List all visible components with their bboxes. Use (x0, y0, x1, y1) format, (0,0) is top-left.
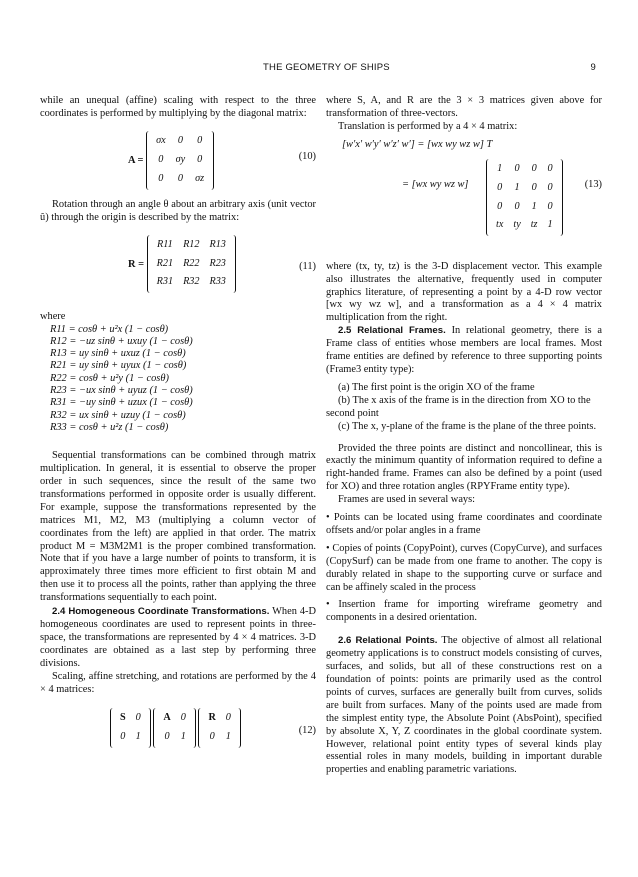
matrix-cell: 1 (135, 731, 141, 743)
bullet-item: • Insertion frame for importing wireframe geometry and components in a desired orientation. (326, 599, 602, 624)
paragraph: where (40, 310, 66, 322)
paragraph: where S, A, and R are the 3 × 3 matrices given above for transformation of three-vectors. (326, 95, 602, 119)
matrix-cell: 0 (514, 162, 520, 174)
matrix-cell: A (163, 712, 171, 724)
list-item: (c) The x, y-plane of the frame is the plane of the three points. (338, 420, 597, 432)
equation-10 (40, 127, 316, 193)
rotation-element-line: R11 = cosθ + u²x (1 − cosθ) (50, 323, 169, 335)
paragraph (40, 606, 316, 671)
rotation-element-list (40, 324, 316, 435)
matrix-cell: R33 (209, 276, 226, 288)
right-column (326, 95, 602, 777)
matrix-cell: R12 (183, 238, 200, 250)
running-title: THE GEOMETRY OF SHIPS (263, 62, 390, 73)
list-item: (b) The x axis of the frame is in the direction from XO to the second point (326, 394, 591, 419)
eq13-lhs: = [wx wy wz w] (402, 178, 469, 190)
rotation-element-line: R21 = uy sinθ + uyux (1 − cosθ) (50, 360, 187, 372)
matrix-cell: 0 (497, 181, 503, 193)
section-heading: 2.6 Relational Points. (338, 635, 438, 647)
matrix-cell: tz (530, 219, 538, 231)
list-item: (a) The first point is the origin XO of the frame (338, 381, 535, 393)
matrix-cell: 0 (547, 181, 553, 193)
matrix-cell: 0 (177, 134, 183, 146)
matrix-cell: σz (195, 172, 205, 184)
matrix-cell: 0 (164, 731, 170, 743)
matrix-cell: R21 (156, 257, 174, 269)
matrix-cell: tx (496, 219, 504, 231)
rotation-element-line: R13 = uy sinθ + uxuz (1 − cosθ) (50, 348, 186, 360)
matrix-cell: 1 (225, 731, 231, 743)
matrix-cell: R (208, 712, 216, 724)
matrix-cell: 0 (158, 153, 164, 165)
matrix-A (146, 131, 214, 190)
matrix-cell: 0 (177, 172, 183, 184)
rotation-element-line: R32 = ux sinθ + uzuy (1 − cosθ) (50, 409, 186, 421)
matrix-cell: 0 (120, 731, 126, 743)
equation-13 (326, 139, 602, 257)
matrix-cell: σx (156, 134, 166, 146)
matrix-cell: 0 (158, 172, 164, 184)
matrix-cell: R32 (183, 276, 200, 288)
rotation-element-line: R23 = −ux sinθ + uyuz (1 − cosθ) (50, 385, 193, 397)
eq-lhs: A = (128, 154, 144, 166)
equation-12 (40, 708, 316, 760)
matrix-R (147, 235, 236, 294)
left-column (40, 95, 316, 760)
equation-number: (10) (298, 150, 316, 162)
matrix-T (486, 159, 563, 237)
bullet-item: • Copies of points (CopyPoint), curves (CopyCurve), and surfaces (CopySurf) can be made from one frame to another. The copy is durably related in shape to the supporting curve or surface and can be affinely scaled in the process (326, 542, 602, 593)
paragraph: Provided the three points are distinct and noncollinear, this is exactly the minimum quantity of information required to define a right-handed frame. Frames can also be defined by a point (used for XO) and three rotation angles (RPYFrame entity type). (326, 442, 602, 493)
matrix-cell: 0 (225, 712, 231, 724)
bullet-item: • Points can be located using frame coordinates and coordinate offsets and/or polar angles in a frame (326, 512, 602, 536)
paragraph: while an unequal (affine) scaling with respect to the three coordinates is performed by multiplying by the diagonal matrix: (40, 95, 316, 119)
matrix-cell: 0 (209, 731, 215, 743)
paragraph: Translation is performed by a 4 × 4 matrix: (338, 120, 518, 132)
matrix-cell: 1 (497, 162, 503, 174)
paragraph (326, 325, 602, 377)
matrix-cell: R22 (183, 257, 200, 269)
rotation-element-line: R22 = cosθ + u²y (1 − cosθ) (50, 372, 169, 384)
section-heading: 2.5 Relational Frames. (338, 325, 446, 337)
matrix-R4 (198, 708, 240, 748)
matrix-cell: S (120, 712, 126, 724)
matrix-cell: 0 (180, 712, 186, 724)
paragraph-text: In relational geometry, there is a Frame class of entities whose members are local frames. Most frame entities are defined by reference to three supporting points (Frame3 entity type): (326, 325, 602, 375)
paragraph-text: The objective of almost all relational geometry applications is to construct models consisting of curves, surfaces, and solids, but all of these constructions rest on a foundation of points: points are primarily used as the control points of curves, surfaces are generally built from curves, solids are built from surfaces. Many of the points used are made from the simplest entity type, the Absolute Point (AbsPoint), specified by absolute X, Y, Z coordinates in the global coordinate system. However, relational point entity types of several kinds play essential roles in many models, building in important durable properties and enabling parametric variations. (326, 635, 602, 776)
running-header (0, 62, 638, 76)
rotation-element-line: R31 = −uy sinθ + uzux (1 − cosθ) (50, 397, 193, 409)
matrix-cell: ty (513, 219, 521, 231)
paragraph: Frames are used in several ways: (338, 494, 476, 506)
matrix-cell: R13 (209, 238, 226, 250)
matrix-cell: R11 (157, 238, 173, 250)
matrix-cell: 0 (197, 153, 203, 165)
paragraph-text: When 4-D homogeneous coordinates are used to represent points in three-space, the transformations are represented by 4 × 4 matrices. 3-D coordinates are obtained as a last step by performing three divisions. (40, 606, 316, 669)
matrix-cell: 0 (197, 134, 203, 146)
paragraph: where (tx, ty, tz) is the 3-D displacement vector. This example also illustrates the alternative, frequently used in computer graphics literature, of representing a point by a 4-D row vector [wx wy wz w], and a transformation as a 4 × 4 matrix multiplication from the right. (326, 260, 602, 324)
matrix-cell: 1 (547, 219, 553, 231)
rotation-element-line: R33 = cosθ + u²z (1 − cosθ) (50, 421, 169, 433)
rotation-element-line: R12 = −uz sinθ + uxuy (1 − cosθ) (50, 335, 193, 347)
matrix-cell: R31 (156, 276, 174, 288)
equation-11 (40, 233, 316, 311)
matrix-S4 (110, 708, 151, 748)
paragraph (326, 635, 602, 777)
matrix-cell: 1 (514, 181, 520, 193)
matrix-cell: σy (175, 153, 186, 165)
matrix-cell: 0 (547, 200, 553, 212)
matrix-cell: 0 (135, 712, 141, 724)
paragraph: Sequential transformations can be combined through matrix multiplication. In general, it is essential to observe the proper order in such sequences, since the result of the same two transformations performed in opposite order is usually different. For example, suppose the transformations represented by the matrices M1, M2, M3 (multiplying a column vector of coordinates from the left) are applied in that order. The matrix product M = M3M2M1 is the proper combined transformation. Note that if you have a large number of points to transform, it is approximately three times more efficient to first obtain M and then use it to process all the points, rather than applying the three transformations sequentially to each point. (40, 450, 316, 604)
equation-number: (11) (299, 260, 316, 272)
matrix-cell: 0 (497, 200, 503, 212)
matrix-cell: 1 (180, 731, 186, 743)
equation-number: (12) (298, 725, 316, 737)
matrix-cell: 0 (531, 162, 537, 174)
page-number: 9 (590, 62, 596, 73)
eq-lhs: R = (128, 258, 145, 270)
matrix-cell: R23 (209, 257, 226, 269)
matrix-cell: 0 (547, 162, 553, 174)
matrix-cell: 0 (514, 200, 520, 212)
eq13-top: [w′x′ w′y′ w′z′ w′] = [wx wy wz w] T (342, 138, 493, 150)
matrix-A4 (153, 708, 195, 748)
equation-number: (13) (584, 178, 602, 190)
paragraph: Scaling, affine stretching, and rotations are performed by the 4 × 4 matrices: (40, 670, 316, 695)
section-heading: 2.4 Homogeneous Coordinate Transformations. (52, 606, 270, 618)
paragraph: Rotation through an angle θ about an arbitrary axis (unit vector û) through the origin is described by the matrix: (40, 198, 316, 223)
matrix-cell: 1 (531, 200, 537, 212)
matrix-cell: 0 (531, 181, 537, 193)
